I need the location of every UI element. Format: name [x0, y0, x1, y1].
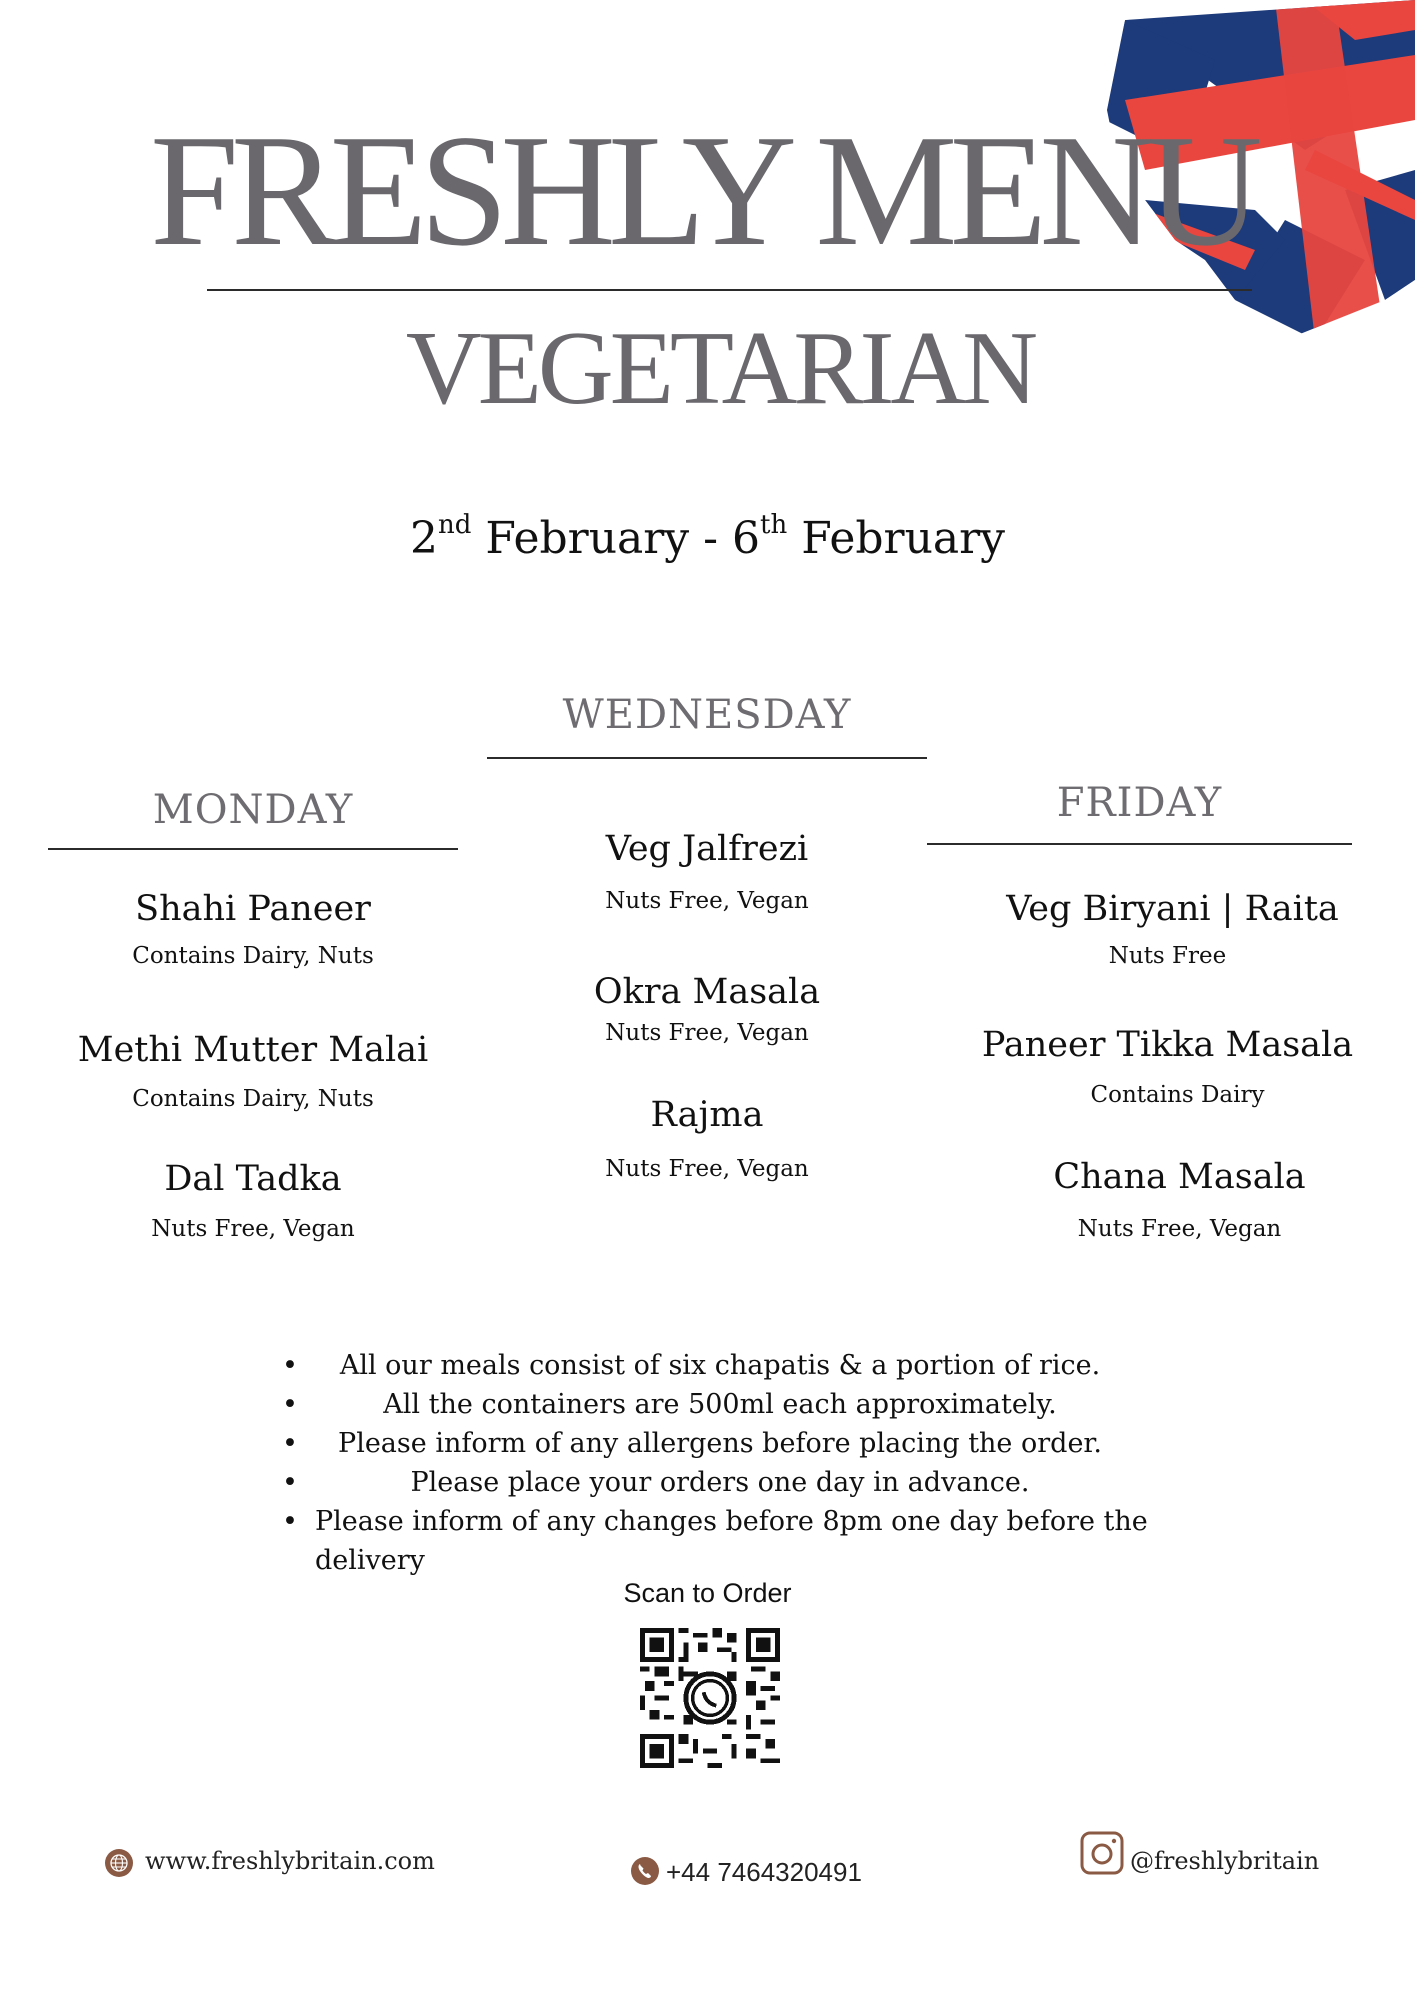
- friday-divider: [927, 843, 1352, 845]
- dish-name: Veg Biryani | Raita: [1006, 889, 1339, 929]
- website-link[interactable]: www.freshlybritain.com: [145, 1847, 435, 1875]
- globe-icon: [105, 1849, 133, 1877]
- dish-note: Nuts Free, Vegan: [1077, 1216, 1282, 1242]
- note-text: All our meals consist of six chapatis & a portion of rice.: [339, 1350, 1101, 1381]
- day-heading-wednesday: WEDNESDAY: [562, 692, 852, 738]
- note-text: Please place your orders one day in advance.: [410, 1467, 1030, 1498]
- dish-name: Methi Mutter Malai: [77, 1030, 429, 1070]
- dish-note: Nuts Free, Vegan: [605, 1020, 809, 1046]
- list-item: [270, 1424, 1170, 1463]
- date-start-month: February -: [471, 513, 733, 564]
- page-title: FRESHLY MENU: [150, 101, 1255, 279]
- dish-note: Nuts Free: [1108, 943, 1227, 969]
- dish-name: Veg Jalfrezi: [605, 829, 809, 869]
- instagram-handle[interactable]: @freshlybritain: [1130, 1847, 1320, 1875]
- note-text: Please inform of any allergens before placing the order.: [338, 1428, 1102, 1459]
- wednesday-divider: [487, 757, 927, 759]
- dish-note: Nuts Free, Vegan: [605, 1156, 809, 1182]
- dish-name: Dal Tadka: [164, 1159, 342, 1199]
- list-item: [270, 1463, 1170, 1502]
- list-item: [270, 1385, 1170, 1424]
- date-end-day: 6: [732, 513, 761, 564]
- date-range: [300, 510, 1115, 564]
- dish-name: Chana Masala: [1053, 1157, 1306, 1197]
- bullet-icon: •: [282, 1428, 298, 1459]
- date-end-month: February: [787, 513, 1006, 564]
- day-heading-friday: FRIDAY: [1056, 780, 1223, 826]
- bullet-icon: •: [282, 1467, 298, 1498]
- dish-note: Contains Dairy: [1090, 1082, 1265, 1108]
- note-text: Please inform of any changes before 8pm one day before the delivery: [315, 1506, 1148, 1576]
- note-text: All the containers are 500ml each approximately.: [383, 1389, 1057, 1420]
- dish-name: Shahi Paneer: [135, 889, 371, 929]
- dish-name: Paneer Tikka Masala: [981, 1025, 1354, 1065]
- date-start-day: 2: [409, 513, 438, 564]
- date-end-suffix: th: [760, 510, 788, 541]
- date-start-suffix: nd: [437, 510, 472, 541]
- title-divider: [207, 289, 1252, 291]
- notes-list: [270, 1346, 1170, 1580]
- list-item: [270, 1502, 1170, 1580]
- bullet-icon: •: [282, 1350, 298, 1381]
- page-subtitle: VEGETARIAN: [405, 309, 1035, 426]
- bullet-icon: •: [282, 1506, 298, 1537]
- scan-to-order-label: Scan to Order: [623, 1578, 792, 1608]
- dish-note: Nuts Free, Vegan: [605, 888, 809, 914]
- list-item: [270, 1346, 1170, 1385]
- dish-name: Okra Masala: [593, 972, 821, 1012]
- dish-note: Nuts Free, Vegan: [151, 1216, 355, 1242]
- dish-note: Contains Dairy, Nuts: [132, 943, 374, 969]
- instagram-icon: [1080, 1831, 1124, 1875]
- dish-name: Rajma: [650, 1095, 764, 1135]
- qr-code-icon[interactable]: [640, 1628, 780, 1768]
- day-heading-monday: MONDAY: [152, 787, 354, 833]
- bullet-icon: •: [282, 1389, 298, 1420]
- phone-icon: [631, 1857, 659, 1885]
- dish-note: Contains Dairy, Nuts: [132, 1086, 374, 1112]
- phone-number[interactable]: +44 7464320491: [666, 1857, 862, 1887]
- monday-divider: [48, 848, 458, 850]
